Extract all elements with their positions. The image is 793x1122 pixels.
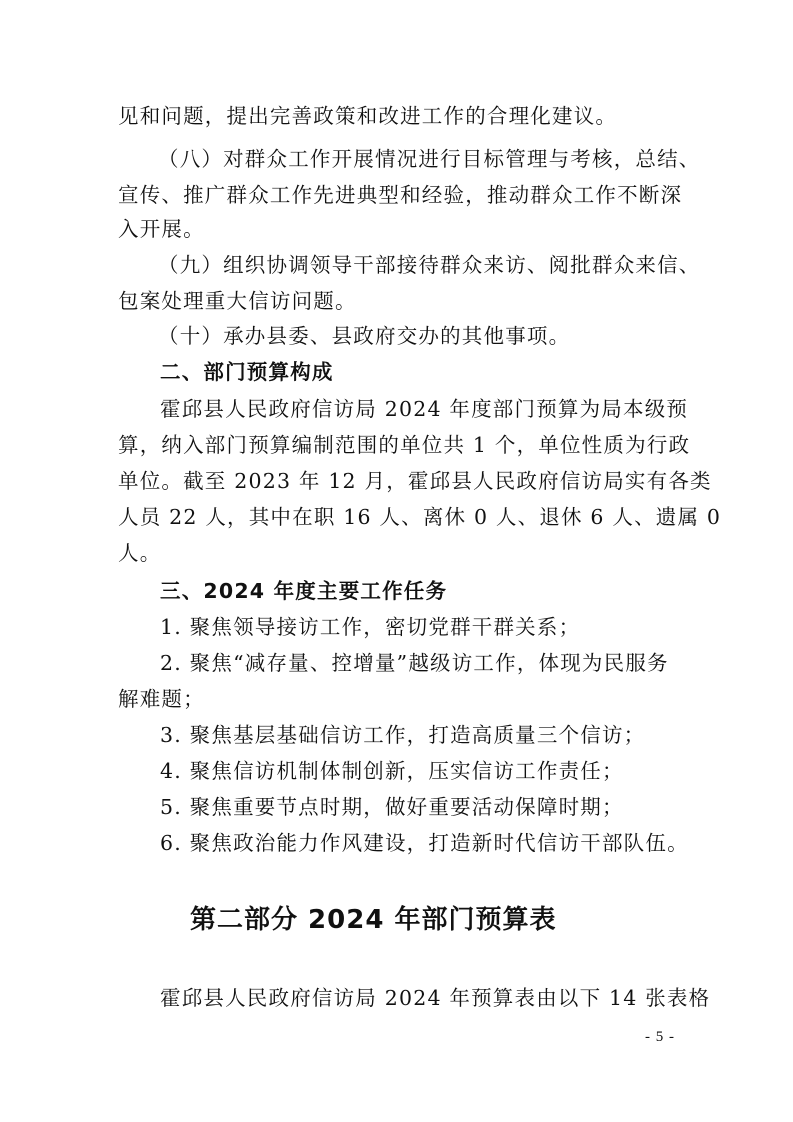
- paragraph-line: 宣传、推广群众工作先进典型和经验，推动群众工作不断深: [118, 183, 683, 207]
- part-heading: 第二部分 2024 年部门预算表: [190, 905, 557, 935]
- section-heading: 二、部门预算构成: [160, 360, 334, 384]
- paragraph-line: 人。: [118, 541, 162, 565]
- paragraph-line: 包案处理重大信访问题。: [118, 289, 357, 313]
- task-line: 2. 聚焦“减存量、控增量”越级访工作，体现为民服务: [160, 651, 669, 675]
- paragraph-line: 霍邱县人民政府信访局 2024 年度部门预算为局本级预: [160, 397, 689, 421]
- paragraph-line: 算，纳入部门预算编制范围的单位共 1 个，单位性质为行政: [118, 433, 691, 457]
- paragraph-line: 见和问题，提出完善政策和改进工作的合理化建议。: [118, 104, 618, 128]
- task-line: 6. 聚焦政治能力作风建设，打造新时代信访干部队伍。: [160, 831, 689, 855]
- page-number: - 5 -: [645, 1029, 675, 1045]
- paragraph-line: 人员 22 人，其中在职 16 人、离休 0 人、退休 6 人、遗属 0: [118, 505, 722, 529]
- section-heading: 三、2024 年度主要工作任务: [160, 579, 448, 603]
- paragraph-line: 入开展。: [118, 217, 205, 241]
- task-line: 1. 聚焦领导接访工作，密切党群干群关系；: [160, 615, 581, 639]
- task-line: 解难题；: [118, 687, 205, 711]
- paragraph-line: （九）组织协调领导干部接待群众来访、阅批群众来信、: [158, 253, 701, 277]
- task-line: 4. 聚焦信访机制体制创新，压实信访工作责任；: [160, 759, 624, 783]
- task-line: 5. 聚焦重要节点时期，做好重要活动保障时期；: [160, 795, 624, 819]
- paragraph-line: 单位。截至 2023 年 12 月，霍邱县人民政府信访局实有各类: [118, 469, 712, 493]
- paragraph-line: （十）承办县委、县政府交办的其他事项。: [158, 324, 571, 348]
- closing-line: 霍邱县人民政府信访局 2024 年预算表由以下 14 张表格: [160, 986, 711, 1010]
- paragraph-line: （八）对群众工作开展情况进行目标管理与考核，总结、: [158, 147, 701, 171]
- task-line: 3. 聚焦基层基础信访工作，打造高质量三个信访；: [160, 723, 646, 747]
